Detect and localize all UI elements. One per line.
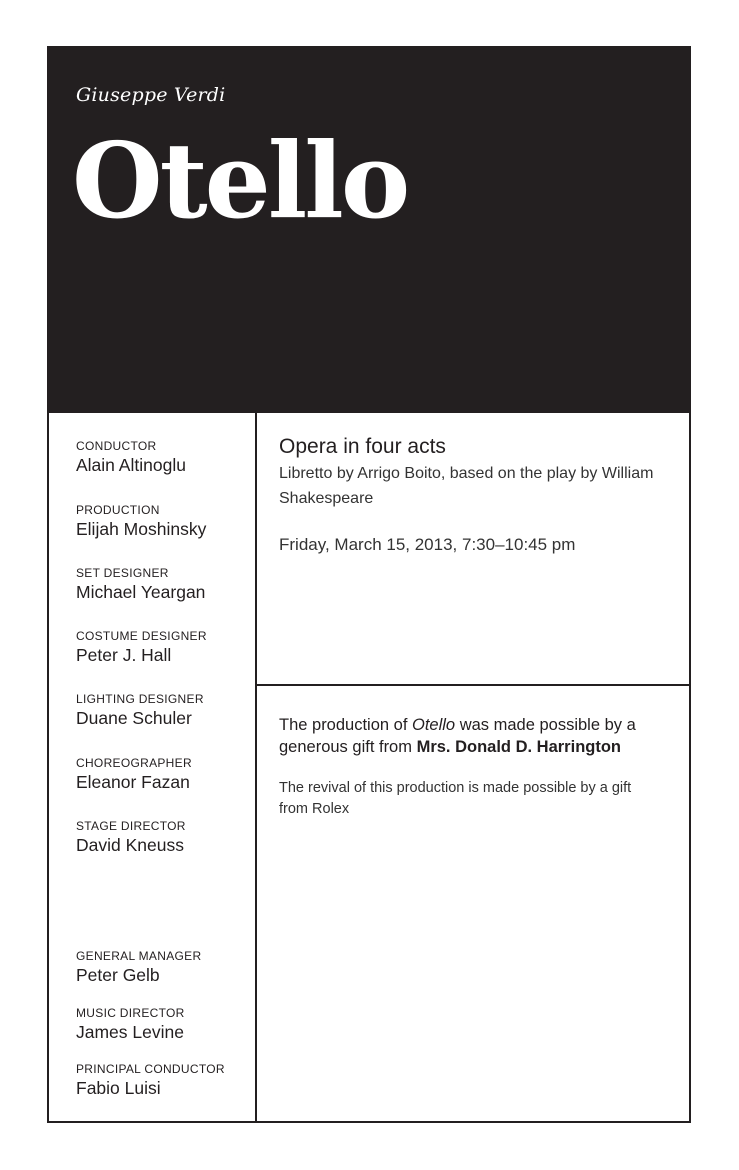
- credit-role: PRINCIPAL CONDUCTOR: [76, 1062, 225, 1076]
- acts-heading: Opera in four acts: [279, 435, 446, 458]
- column-divider: [255, 411, 257, 1123]
- credit-name: Alain Altinoglu: [76, 455, 186, 475]
- gift-prefix: The production of: [279, 716, 412, 734]
- credit-name: Duane Schuler: [76, 708, 192, 728]
- gift-work-title: Otello: [412, 716, 456, 734]
- gift-donor: Mrs. Donald D. Harrington: [416, 738, 621, 756]
- performance-date: Friday, March 15, 2013, 7:30–10:45 pm: [279, 535, 576, 554]
- gift-middle: was made possible by a generous gift from: [279, 716, 636, 756]
- credit-lighting-designer: [76, 692, 204, 729]
- composer-name: Giuseppe Verdi: [76, 84, 226, 106]
- credit-name: Elijah Moshinsky: [76, 519, 207, 539]
- credit-production: [76, 503, 206, 540]
- credit-role: MUSIC DIRECTOR: [76, 1006, 185, 1020]
- credit-set-designer: [76, 566, 205, 603]
- credit-name: James Levine: [76, 1022, 184, 1042]
- credit-role: COSTUME DESIGNER: [76, 629, 207, 643]
- credit-conductor: [76, 439, 186, 476]
- performance-info: [279, 434, 669, 557]
- credit-name: Fabio Luisi: [76, 1078, 161, 1098]
- credit-role: CHOREOGRAPHER: [76, 756, 192, 770]
- credit-music-director: [76, 1006, 185, 1043]
- gift-statement: [279, 714, 674, 758]
- credit-name: Michael Yeargan: [76, 582, 206, 602]
- credit-name: Peter Gelb: [76, 965, 160, 985]
- credit-role: GENERAL MANAGER: [76, 949, 202, 963]
- credit-role: SET DESIGNER: [76, 566, 169, 580]
- credit-principal-conductor: [76, 1062, 225, 1099]
- opera-title: Otello: [72, 119, 408, 242]
- credit-name: Peter J. Hall: [76, 645, 172, 665]
- libretto-credit: Libretto by Arrigo Boito, based on the play by William Shakespeare: [279, 465, 654, 507]
- credit-costume-designer: [76, 629, 207, 666]
- credit-role: CONDUCTOR: [76, 439, 157, 453]
- credit-role: PRODUCTION: [76, 503, 160, 517]
- credit-stage-director: [76, 819, 186, 856]
- section-divider: [257, 684, 691, 686]
- credit-role: STAGE DIRECTOR: [76, 819, 186, 833]
- sponsor-section: [279, 714, 674, 820]
- credit-general-manager: [76, 949, 201, 986]
- credit-role: LIGHTING DESIGNER: [76, 692, 204, 706]
- credit-name: Eleanor Fazan: [76, 772, 190, 792]
- revival-statement: The revival of this production is made possible by a gift from Rolex: [279, 780, 632, 817]
- credit-name: David Kneuss: [76, 835, 184, 855]
- credit-choreographer: [76, 756, 192, 793]
